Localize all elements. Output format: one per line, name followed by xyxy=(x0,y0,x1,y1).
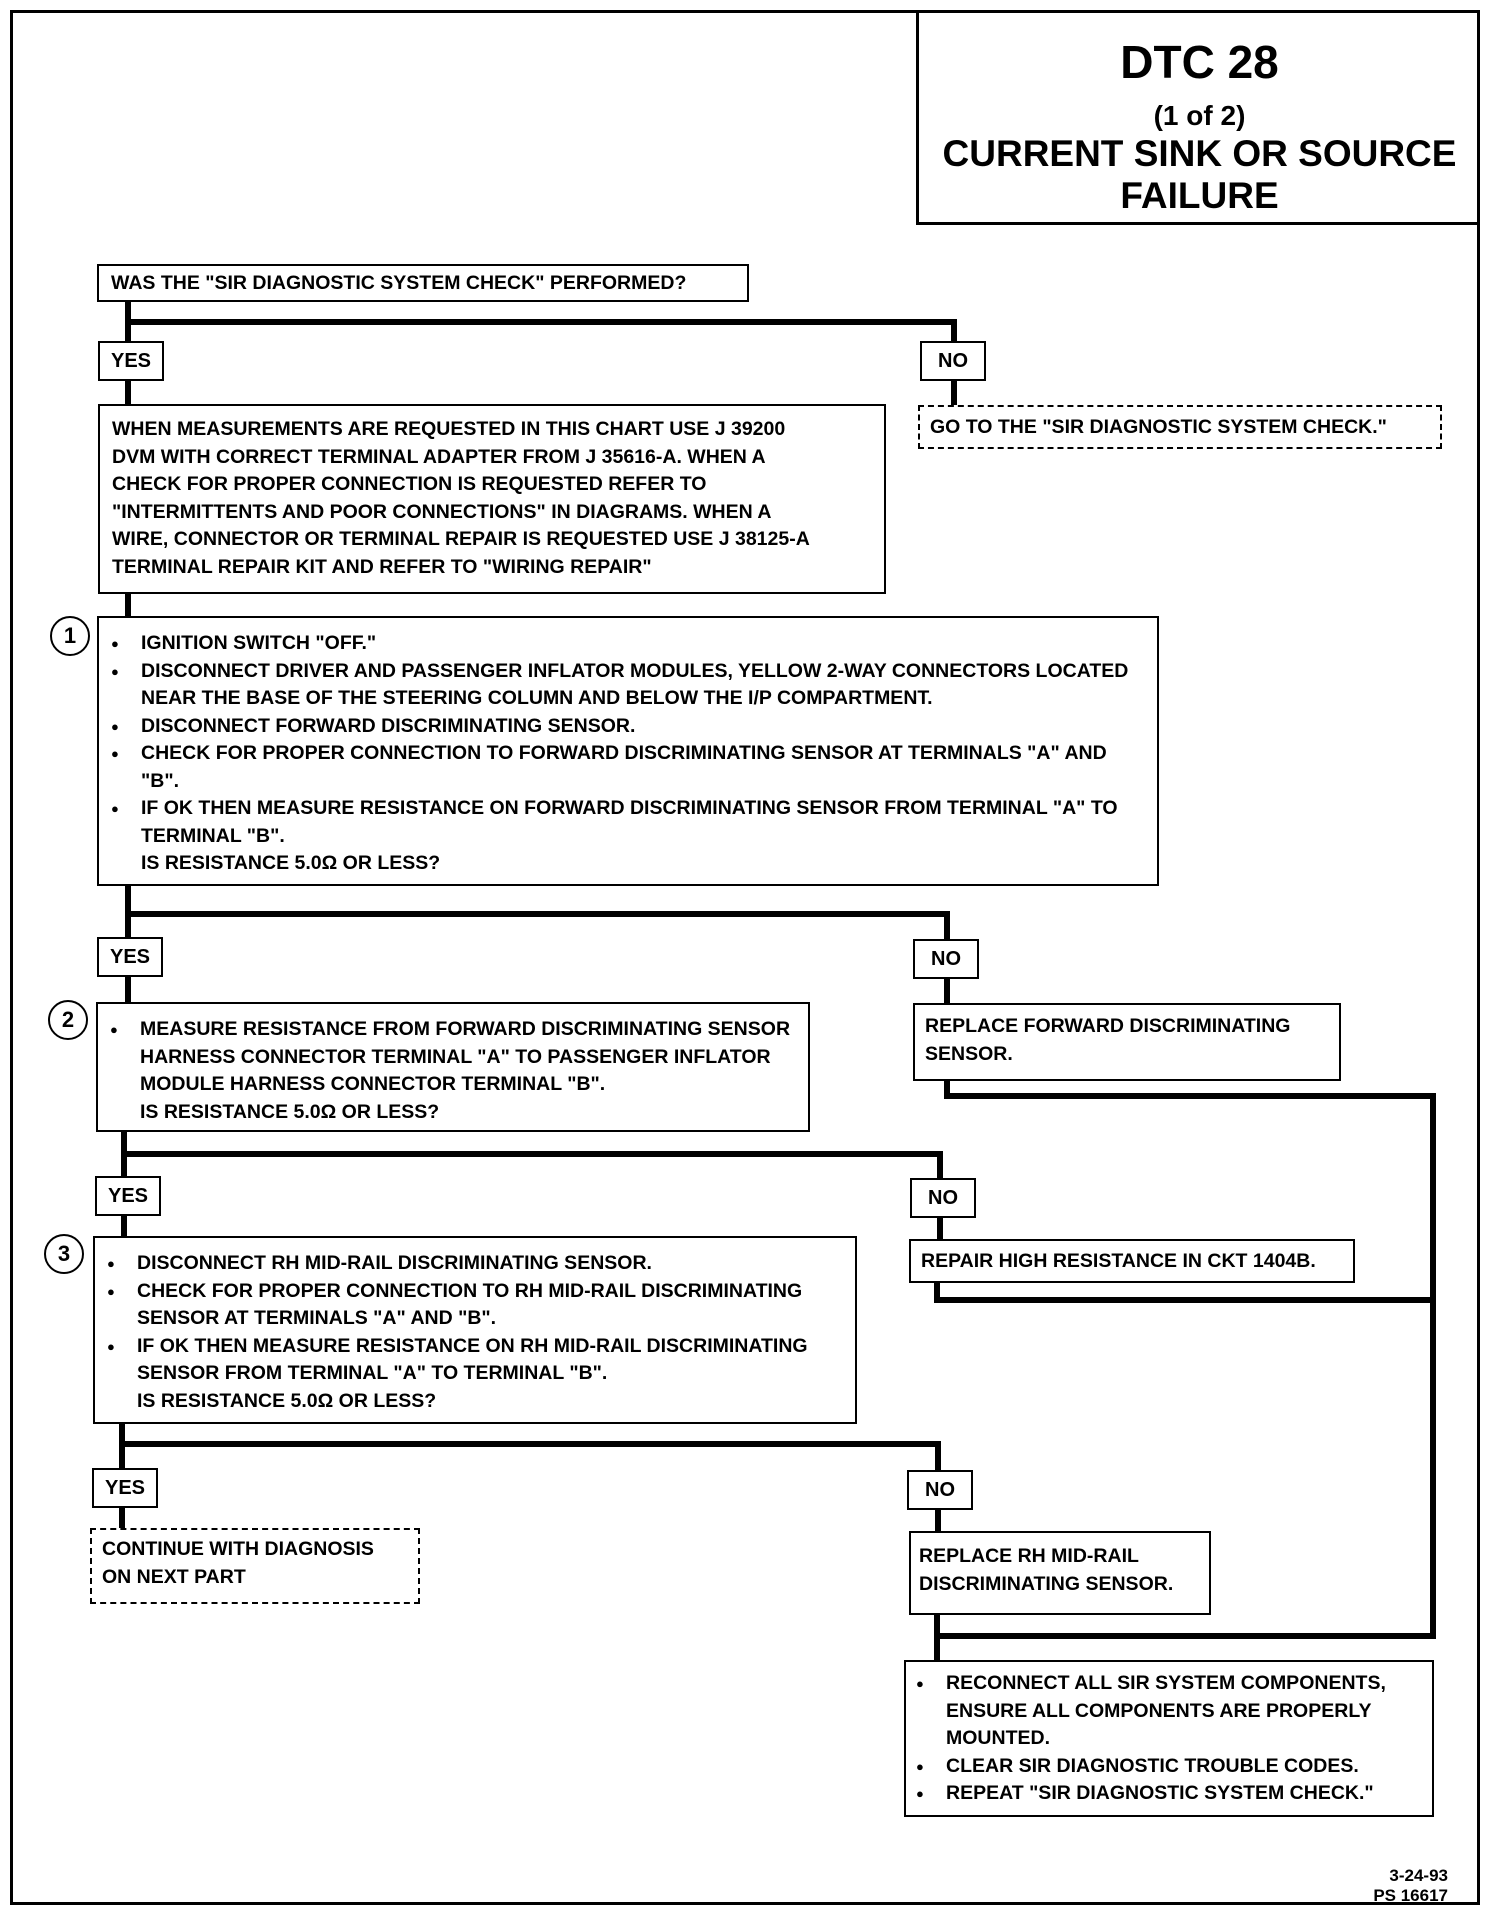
title-block xyxy=(916,10,1480,225)
no-label-3: NO xyxy=(907,1470,973,1510)
repair-high-resistance xyxy=(909,1239,1355,1283)
final-bullet: ● RECONNECT ALL SIR SYSTEM COMPONENTS, ENSURE ALL COMPONENTS ARE PROPERLY MOUNTED. xyxy=(910,1670,1422,1753)
step-3-bullet: ● DISCONNECT RH MID-RAIL DISCRIMINATING SENSOR. xyxy=(101,1250,843,1278)
step-3-bullet: ● IF OK THEN MEASURE RESISTANCE ON RH MID-RAIL DISCRIMINATING SENSOR FROM TERMINAL "A" TO TERMINAL "B". xyxy=(101,1333,843,1388)
yes-label-0: YES xyxy=(98,341,164,381)
step-1-bullet: ● DISCONNECT DRIVER AND PASSENGER INFLATOR MODULES, YELLOW 2-WAY CONNECTORS LOCATED NEAR THE BASE OF THE STEERING COLUMN AND BELOW THE I/P COMPARTMENT. xyxy=(105,658,1145,713)
repair-high-resistance-text: REPAIR HIGH RESISTANCE IN CKT 1404B. xyxy=(921,1250,1316,1272)
title-line-2: FAILURE xyxy=(1120,175,1279,216)
replace-forward-sensor xyxy=(913,1003,1341,1081)
step-1-bullet: ● DISCONNECT FORWARD DISCRIMINATING SENSOR. xyxy=(105,713,1145,741)
step-1-number: 1 xyxy=(50,616,90,656)
step-1-bullet: ● IF OK THEN MEASURE RESISTANCE ON FORWARD DISCRIMINATING SENSOR FROM TERMINAL "A" TO TERMINAL "B". xyxy=(105,795,1145,850)
final-steps-box xyxy=(904,1660,1434,1817)
no-label-1: NO xyxy=(913,939,979,979)
replace-rh-midrail-sensor xyxy=(909,1531,1211,1615)
goto-sir-check-text: GO TO THE "SIR DIAGNOSTIC SYSTEM CHECK." xyxy=(930,416,1387,438)
replace-rh-midrail-sensor-text: REPLACE RH MID-RAIL DISCRIMINATING SENSOR. xyxy=(919,1545,1174,1595)
continue-next-part-text: CONTINUE WITH DIAGNOSIS ON NEXT PART xyxy=(102,1538,374,1588)
footer-info xyxy=(1373,1866,1448,1906)
intro-line: DVM WITH CORRECT TERMINAL ADAPTER FROM J 35616-A. WHEN A xyxy=(112,445,766,468)
step-3-box xyxy=(93,1236,857,1424)
step-2-box xyxy=(96,1002,810,1132)
goto-sir-check xyxy=(918,405,1442,449)
step-1-bullet: ● CHECK FOR PROPER CONNECTION TO FORWARD DISCRIMINATING SENSOR AT TERMINALS "A" AND "B". xyxy=(105,740,1145,795)
intro-line: TERMINAL REPAIR KIT AND REFER TO "WIRING REPAIR" xyxy=(112,555,652,578)
step-1-box xyxy=(97,616,1159,886)
intro-line: WIRE, CONNECTOR OR TERMINAL REPAIR IS REQUESTED USE J 38125-A xyxy=(112,528,810,550)
intro-instructions xyxy=(98,404,886,594)
yes-label-3: YES xyxy=(92,1468,158,1508)
yes-label-2: YES xyxy=(95,1176,161,1216)
page-part: (1 of 2) xyxy=(1153,100,1246,131)
footer-ps-number: PS 16617 xyxy=(1373,1886,1448,1905)
step-3-bullet: ● CHECK FOR PROPER CONNECTION TO RH MID-RAIL DISCRIMINATING SENSOR AT TERMINALS "A" AND "B". xyxy=(101,1278,843,1333)
dtc-code: DTC 28 xyxy=(1120,36,1279,88)
final-bullet: ● REPEAT "SIR DIAGNOSTIC SYSTEM CHECK." xyxy=(910,1780,1422,1808)
step-2-bullet: ● MEASURE RESISTANCE FROM FORWARD DISCRIMINATING SENSOR HARNESS CONNECTOR TERMINAL "A" TO PASSENGER INFLATOR MODULE HARNESS CONNECTOR TERMINAL "B". xyxy=(104,1016,796,1099)
step-2-number: 2 xyxy=(48,1000,88,1040)
step-3-number: 3 xyxy=(44,1234,84,1274)
intro-line: "INTERMITTENTS AND POOR CONNECTIONS" IN DIAGRAMS. WHEN A xyxy=(112,500,772,523)
no-label-0: NO xyxy=(920,341,986,381)
question-sir-check xyxy=(97,264,749,302)
final-bullet: ● CLEAR SIR DIAGNOSTIC TROUBLE CODES. xyxy=(910,1753,1422,1781)
step-1-question: IS RESISTANCE 5.0Ω OR LESS? xyxy=(141,852,441,874)
step-1-bullet: ● IGNITION SWITCH "OFF." xyxy=(105,630,1145,658)
replace-forward-sensor-text: REPLACE FORWARD DISCRIMINATING SENSOR. xyxy=(925,1015,1291,1065)
step-2-question: IS RESISTANCE 5.0Ω OR LESS? xyxy=(140,1100,440,1123)
question-sir-check-text: WAS THE "SIR DIAGNOSTIC SYSTEM CHECK" PERFORMED? xyxy=(111,272,687,294)
step-3-question: IS RESISTANCE 5.0Ω OR LESS? xyxy=(137,1389,437,1412)
no-label-2: NO xyxy=(910,1178,976,1218)
intro-line: CHECK FOR PROPER CONNECTION IS REQUESTED REFER TO xyxy=(112,473,707,495)
yes-label-1: YES xyxy=(97,937,163,977)
continue-next-part xyxy=(90,1528,420,1604)
intro-line: WHEN MEASUREMENTS ARE REQUESTED IN THIS CHART USE J 39200 xyxy=(112,418,786,440)
title-line-1: CURRENT SINK OR SOURCE xyxy=(942,133,1457,174)
footer-date: 3-24-93 xyxy=(1389,1866,1448,1885)
